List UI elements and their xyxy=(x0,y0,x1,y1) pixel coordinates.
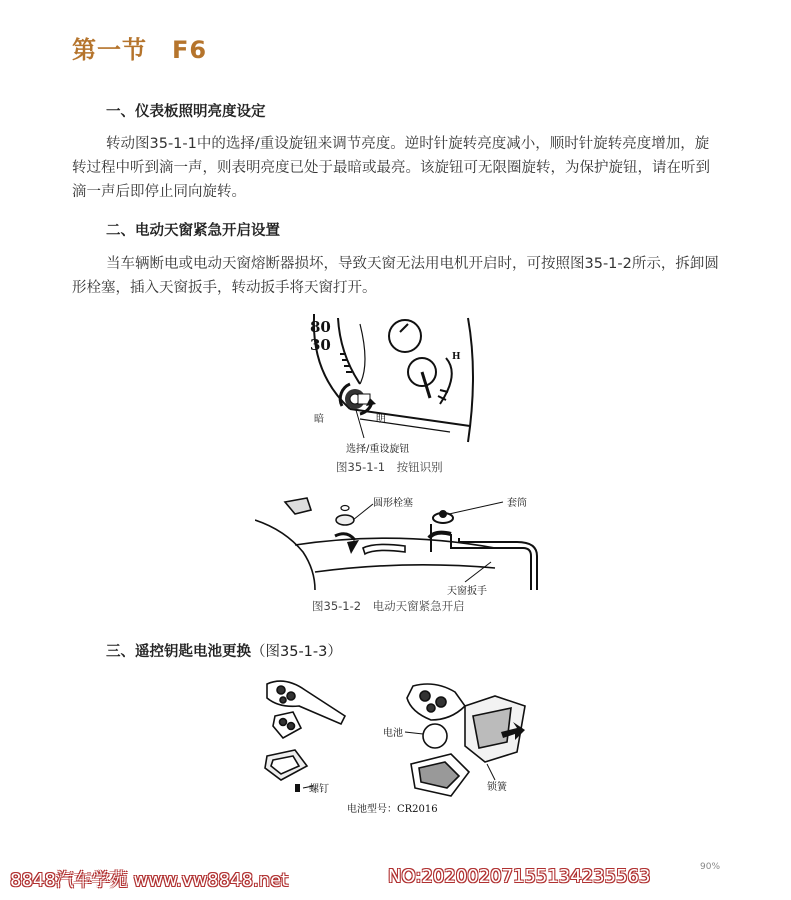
watermark-right: NO:20200207155134235563 xyxy=(388,866,651,887)
label-screw: 螺钉 xyxy=(309,784,329,795)
caption-fig-35-1-2: 图35-1-2 电动天窗紧急开启 xyxy=(312,599,465,613)
section-title: 第一节 F6 xyxy=(72,36,208,64)
gauge-label-h: H xyxy=(452,352,461,362)
label-round-plug: 圆形栓塞 xyxy=(373,498,413,509)
watermark-left: 8848汽车学苑 www.vw8848.net xyxy=(10,870,289,891)
label-dark: 暗 xyxy=(314,414,324,425)
remote-key-icon xyxy=(265,681,345,780)
sunroof-wrench-icon xyxy=(429,511,537,590)
figure-button-identification xyxy=(300,314,490,454)
label-battery-model: 电池型号：CR2016 xyxy=(347,804,438,815)
paragraph-sunroof-emergency: 当车辆断电或电动天窗熔断器损坏，导致天窗无法用电机开启时，可按照图35-1-2所示，拆卸圆形栓塞，插入天窗扳手，转动扳手将天窗打开。 xyxy=(72,256,719,296)
page-number: 90% xyxy=(700,862,721,872)
rotation-arrow-icon xyxy=(335,534,359,554)
label-sunroof-wrench: 天窗扳手 xyxy=(447,586,487,597)
heading-key-battery-ref: （图35-1-3） xyxy=(251,644,342,660)
label-socket: 套筒 xyxy=(507,498,527,509)
screw-icon xyxy=(295,784,300,792)
battery-icon xyxy=(423,724,447,748)
round-plug-icon xyxy=(336,506,354,526)
caption-fig-35-1-1: 图35-1-1 按钮识别 xyxy=(336,460,443,474)
heading-key-battery-text: 三、遥控钥匙电池更换 xyxy=(106,644,251,660)
gauge-label-30: 30 xyxy=(310,336,331,354)
label-select-reset-knob: 选择/重设旋钮 xyxy=(346,444,410,455)
figure-sunroof-emergency xyxy=(255,490,545,600)
label-bright: 明 xyxy=(376,414,386,425)
label-battery: 电池 xyxy=(383,728,403,739)
figure-key-battery xyxy=(255,676,535,821)
gauge-label-80: 80 xyxy=(310,318,331,336)
heading-key-battery xyxy=(106,640,342,661)
heading-dashboard-brightness: 一、仪表板照明亮度设定 xyxy=(106,104,266,120)
heading-sunroof-emergency: 二、电动天窗紧急开启设置 xyxy=(106,223,280,239)
paragraph-dashboard-brightness: 转动图35-1-1中的选择/重设旋钮来调节亮度。逆时针旋转亮度减小，顺时针旋转亮度增加，旋转过程中听到滴一声，则表明亮度已处于最暗或最亮。该旋钮可无限圈旋转，为保护旋钮，请在听到滴一声后即停止同向旋转。 xyxy=(72,136,710,200)
label-latch-spring: 锁簧 xyxy=(487,782,507,793)
